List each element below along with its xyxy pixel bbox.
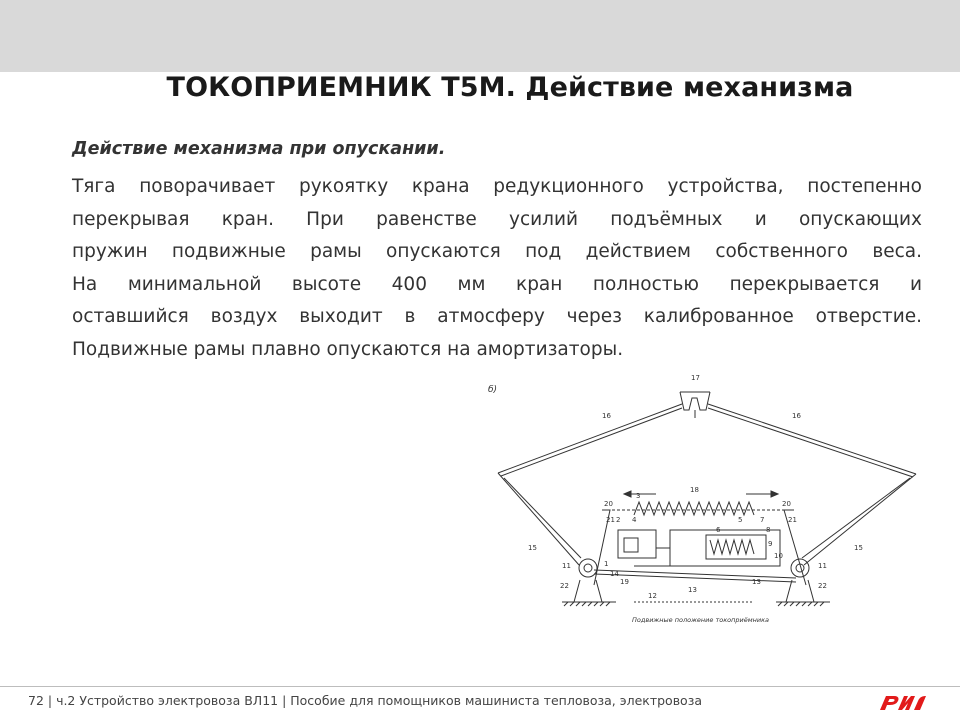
callout-3: 3 [636,492,641,500]
panel-label: б) [488,385,498,395]
rzd-logo [876,690,928,714]
callout-17: 17 [691,374,700,382]
callout-7: 7 [760,516,765,524]
callout-14: 14 [610,570,619,578]
callout-10: 10 [774,552,783,560]
callout-5: 5 [738,516,743,524]
callout-22-left: 22 [560,582,569,590]
callout-9: 9 [768,540,773,548]
callout-15-right: 15 [854,544,863,552]
section-subtitle: Действие механизма при опускании. [72,139,446,159]
callout-2: 2 [616,516,621,524]
body-line: Подвижные рамы плавно опускаются на амортизаторы. [72,338,624,360]
header-band [0,0,960,72]
callout-16-left: 16 [602,412,611,420]
callout-18: 18 [690,486,699,494]
body-line: Тяга поворачивает рукоятку крана редукционного устройства, постепенно [72,176,922,197]
callout-13-left: 13 [688,586,697,594]
callout-12: 12 [648,592,657,600]
callout-8: 8 [766,526,771,534]
callout-19: 19 [620,578,629,586]
callout-21-left: 21 [606,516,615,524]
callout-16-right: 16 [792,412,801,420]
callout-20-left: 20 [604,500,613,508]
body-line: пружин подвижные рамы опускаются под действием собственного веса. [72,241,922,263]
pantograph-diagram [484,370,924,635]
callout-11-left: 11 [562,562,571,570]
callout-15-left: 15 [528,544,537,552]
callout-20-right: 20 [782,500,791,508]
body-line: оставшийся воздух выходит в атмосферу через калиброванное отверстие. [72,306,922,328]
callout-1: 1 [604,560,609,568]
callout-13-right: 13 [752,578,761,586]
footer-text: 72 | ч.2 Устройство электровоза ВЛ11 | Пособие для помощников машиниста тепловоза, электровоза [28,693,703,708]
callout-11-right: 11 [818,562,827,570]
callout-4: 4 [632,516,637,524]
body-paragraph [72,171,922,367]
callout-6: 6 [716,526,721,534]
body-line: На минимальной высоте 400 мм кран полностью перекрывается и [72,273,922,295]
callout-22-right: 22 [818,582,827,590]
body-line: перекрывая кран. При равенстве усилий подъёмных и опускающих [72,208,922,230]
diagram-caption: Подвижные положение токоприёмника [632,616,770,624]
slide-title: ТОКОПРИЕМНИК Т5М. Действие механизма [166,72,854,103]
callout-21-right: 21 [788,516,797,524]
footer-divider [0,686,960,687]
